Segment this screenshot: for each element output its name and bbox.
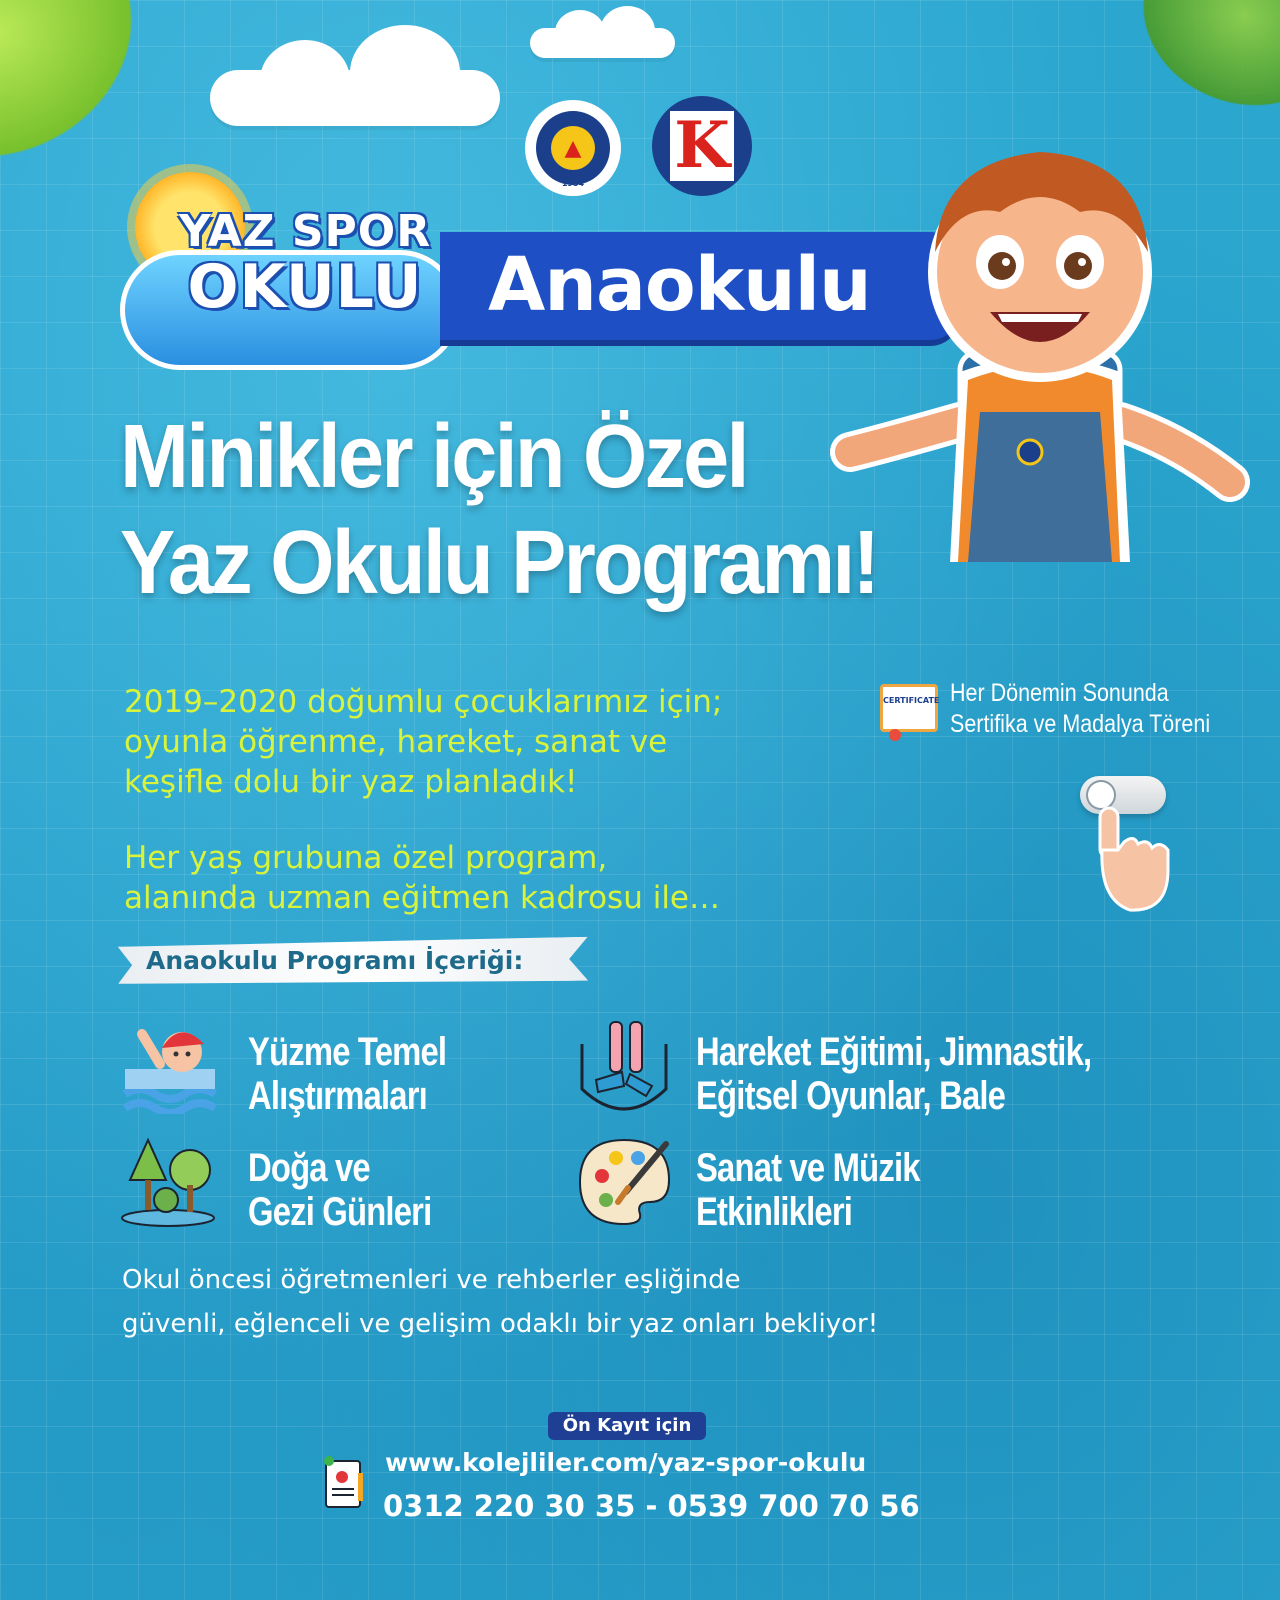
program-item-movement — [696, 1030, 1091, 1118]
flame-icon: ▲ — [551, 126, 595, 170]
certificate-note — [950, 678, 1210, 740]
program-art-line2: Etkinlikleri — [696, 1190, 853, 1234]
closing-paragraph — [122, 1258, 878, 1346]
headline-line2: Yaz Okulu Programı! — [120, 513, 878, 613]
k-logo — [652, 96, 752, 196]
swimmer-icon — [120, 1014, 220, 1114]
yaz-spor-okulu-badge — [160, 206, 450, 322]
club-logo-year: 1954 — [561, 179, 585, 188]
program-swimming-line1: Yüzme Temel — [248, 1030, 447, 1074]
art-palette-icon — [574, 1130, 674, 1230]
program-nature-line2: Gezi Günleri — [248, 1190, 432, 1234]
certificate-line2: Sertifika ve Madalya Töreni — [950, 710, 1211, 738]
intro-paragraph-2 — [124, 838, 884, 918]
program-movement-line2: Eğitsel Oyunlar, Bale — [696, 1074, 1006, 1118]
registration-form-icon — [322, 1455, 366, 1511]
pre-register-badge: Ön Kayıt için — [548, 1412, 706, 1440]
headline — [120, 404, 877, 616]
certificate-icon: CERTIFICATE — [880, 684, 938, 732]
program-item-nature — [248, 1146, 431, 1234]
intro-line3: keşifle dolu bir yaz planladık! — [124, 764, 578, 800]
intro-paragraph — [124, 682, 884, 802]
cloud-decoration-small — [530, 28, 675, 58]
club-logo — [525, 100, 621, 196]
badge-line1: YAZ SPOR — [178, 206, 432, 257]
headline-line1: Minikler için Özel — [120, 407, 747, 507]
program-movement-line1: Hareket Eğitimi, Jimnastik, — [696, 1030, 1092, 1074]
nature-trees-icon — [118, 1130, 218, 1230]
closing-line1: Okul öncesi öğretmenleri ve rehberler eşliğinde — [122, 1265, 741, 1295]
program-nature-line1: Doğa ve — [248, 1146, 370, 1190]
certificate-line1: Her Dönemin Sonunda — [950, 679, 1169, 707]
pointing-hand-icon — [1090, 800, 1170, 915]
intro-line2: oyunla öğrenme, hareket, sanat ve — [124, 724, 668, 760]
boy-character-illustration — [830, 122, 1250, 562]
website-link[interactable]: www.kolejliler.com/yaz-spor-okulu — [385, 1448, 867, 1477]
program-item-swimming — [248, 1030, 446, 1118]
gymnastics-legs-icon — [574, 1014, 674, 1114]
content-title: Anaokulu Programı İçeriği: — [146, 946, 524, 975]
intro2-line1: Her yaş grubuna özel program, — [124, 840, 608, 876]
program-art-line1: Sanat ve Müzik — [696, 1146, 920, 1190]
phone-numbers[interactable]: 0312 220 30 35 - 0539 700 70 56 — [383, 1489, 920, 1523]
badge-line2: OKULU — [187, 252, 423, 322]
program-name: Anaokulu — [488, 242, 871, 328]
program-swimming-line2: Alıştırmaları — [248, 1074, 427, 1118]
closing-line2: güvenli, eğlenceli ve gelişim odaklı bir yaz onları bekliyor! — [122, 1309, 879, 1339]
intro-line1: 2019–2020 doğumlu çocuklarımız için; — [124, 684, 723, 720]
intro2-line2: alanında uzman eğitmen kadrosu ile… — [124, 880, 721, 916]
cloud-decoration — [210, 70, 500, 126]
program-item-art-music — [696, 1146, 920, 1234]
k-logo-letter: K — [670, 111, 734, 181]
